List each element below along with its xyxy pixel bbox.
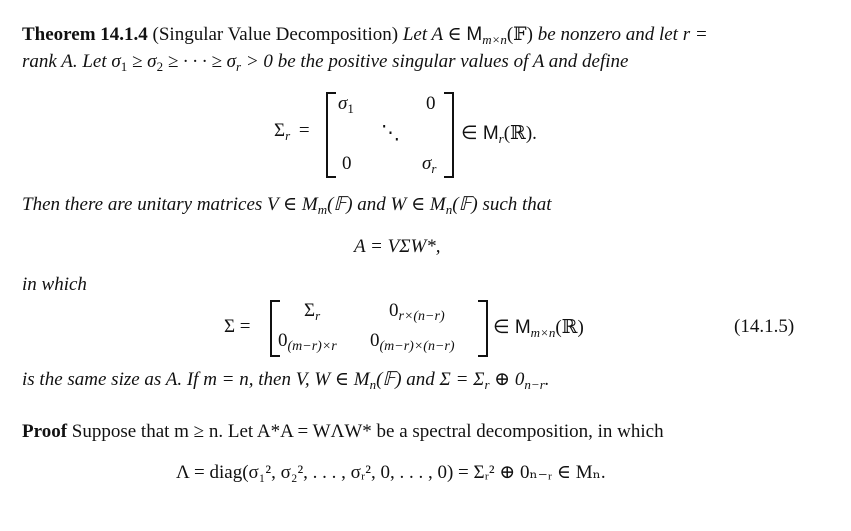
svd-equation: A = VΣW*, [354,236,441,257]
in-which-text: in which [22,274,87,295]
sigma-r-bottom-right: $\sigma_r$ [422,153,437,176]
sigma-a21: $0_{(m-r)\times r}$ [278,330,337,354]
matrix-space-symbol: M [466,24,483,45]
proof-text: Suppose that m ≥ n. Let A*A = WΛW* be a spectral decomposition, in which [67,421,664,442]
sigma-r-diag-dots: ⋱ [381,123,400,144]
sigma-lhs: Σ = [224,316,251,337]
sigma-r-left-bracket [326,92,336,178]
same-size-line: is the same size as A. If m = n, then V, W ∈ $M_n(𝔽)$ and $\Sigma = \Sigma_r$ ⊕ $0_{n-r}$. [22,369,550,392]
theorem-text-2b: be the positive singular values of A and define [277,51,629,72]
sigma-r-bottom-left: 0 [342,153,352,174]
sigma-r-lhs: $\Sigma_r$ = [274,120,310,143]
sigma-chain: ≥ $\sigma_2$ ≥ · · · ≥ $\sigma_r > 0$ [127,51,278,74]
theorem-text-1b: be nonzero and let r = [533,24,708,45]
sigma-r-rhs: ∈ $M_r(ℝ)$. [461,123,537,146]
sigma-r-top-left: $\sigma_1$ [338,93,354,116]
sigma-r-top-right: 0 [426,93,436,114]
then-line: Then there are unitary matrices V ∈ $M_m(𝔽)$ and W ∈ $M_n(𝔽)$ such that [22,194,552,217]
lambda-equation: Λ = diag(σ₁², σ₂², . . . , σᵣ², 0, . . . , 0) = Σᵣ² ⊕ 0ₙ₋ᵣ ∈ Mₙ. [176,462,606,483]
sigma-a22: $0_{(m-r)\times(n-r)}$ [370,330,455,354]
equation-number: (14.1.5) [734,316,795,337]
proof-label: Proof [22,421,68,442]
sigma-a12: $0_{r\times(n-r)}$ [389,300,445,324]
sigma-sub-1: 1 [120,59,128,74]
sigma-right-bracket [478,300,488,357]
theorem-text-1: Let A ∈ [398,24,467,45]
sigma-a11: $\Sigma_r$ [304,300,321,323]
theorem-name: (Singular Value Decomposition) [152,24,399,45]
theorem-label: Theorem 14.1.4 [22,24,148,45]
sigma-rhs: ∈ $M_{m\times n}(ℝ)$ [493,317,584,340]
proof-line [22,421,664,443]
theorem-line-2 [22,51,628,73]
field-symbol: (𝔽) [506,24,534,45]
sigma-r-right-bracket [444,92,454,178]
matrix-space-sub: m×n [482,32,507,47]
theorem-line-1 [22,24,708,46]
theorem-text-2: rank A. Let σ [22,51,121,72]
